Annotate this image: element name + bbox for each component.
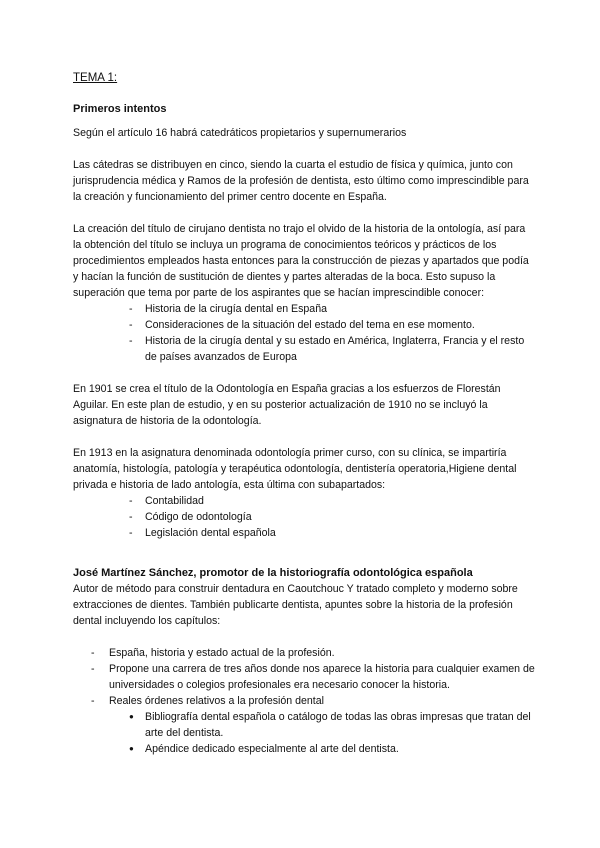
list-item: ● Apéndice dedicado especialmente al arte del dentista. [129, 741, 535, 757]
document-title: TEMA 1: [73, 72, 118, 84]
paragraph: Las cátedras se distribuyen en cinco, siendo la cuarta el estudio de física y química, junto con jurisprudencia médica y Ramos de la profesión de dentista, esto último como imprescindible para la creación y funcionamiento del primer centro docente en España. [73, 159, 529, 203]
paragraph: Autor de método para construir dentadura en Caoutchouc Y tratado completo y moderno sobre extracciones de dientes. También publicarte dentista, apuntes sobre la historia de la profesión dental incluyendo los capítulos: [73, 583, 518, 627]
section-heading-primeros-intentos: Primeros intentos [73, 103, 167, 115]
paragraph: Según el artículo 16 habrá catedráticos propietarios y supernumerarios [73, 127, 407, 139]
dash-list [73, 645, 535, 709]
bullet-list [73, 709, 535, 757]
dash-list [73, 493, 535, 541]
list-item: - España, historia y estado actual de la profesión. [91, 645, 535, 661]
document-page [73, 70, 535, 757]
section-heading-jose-martinez: José Martínez Sánchez, promotor de la historiografía odontológica española [73, 567, 473, 579]
list-item: - Contabilidad [129, 493, 535, 509]
list-item: ● Bibliografía dental española o catálogo de todas las obras impresas que tratan del arte del dentista. [129, 709, 535, 741]
paragraph: En 1901 se crea el título de la Odontología en España gracias a los esfuerzos de Florestán Aguilar. En este plan de estudio, y en su posterior actualización de 1910 no se incluyó la asignatura de historia de la odontología. [73, 383, 501, 427]
list-item: - Historia de la cirugía dental en España [129, 301, 535, 317]
list-item: - Legislación dental española [129, 525, 535, 541]
list-item: - Consideraciones de la situación del estado del tema en ese momento. [129, 317, 535, 333]
paragraph: En 1913 en la asignatura denominada odontología primer curso, con su clínica, se impartiría anatomía, histología, patología y terapéutica odontología, dentistería operatoria,Higiene dental privada e historia de lado antología, esta última con subapartados: [73, 447, 517, 491]
dash-list [73, 301, 535, 365]
list-item: - Código de odontología [129, 509, 535, 525]
paragraph: La creación del título de cirujano dentista no trajo el olvido de la historia de la ontología, así para la obtención del título se incluya un programa de conocimientos teóricos y prácticos de los procedimientos empleados hasta entonces para la construcción de piezas y apartados que podía y hacían la función de sustitución de dientes y partes alteradas de la boca. Esto supuso la superación que tema por parte de los aspirantes que se hacían imprescindible conocer: [73, 223, 529, 299]
list-item: - Propone una carrera de tres años donde nos aparece la historia para cualquier examen de universidades o colegios profesionales era necesario conocer la historia. [91, 661, 535, 693]
list-item: - Reales órdenes relativos a la profesión dental [91, 693, 535, 709]
list-item: - Historia de la cirugía dental y su estado en América, Inglaterra, Francia y el resto de países avanzados de Europa [129, 333, 535, 365]
